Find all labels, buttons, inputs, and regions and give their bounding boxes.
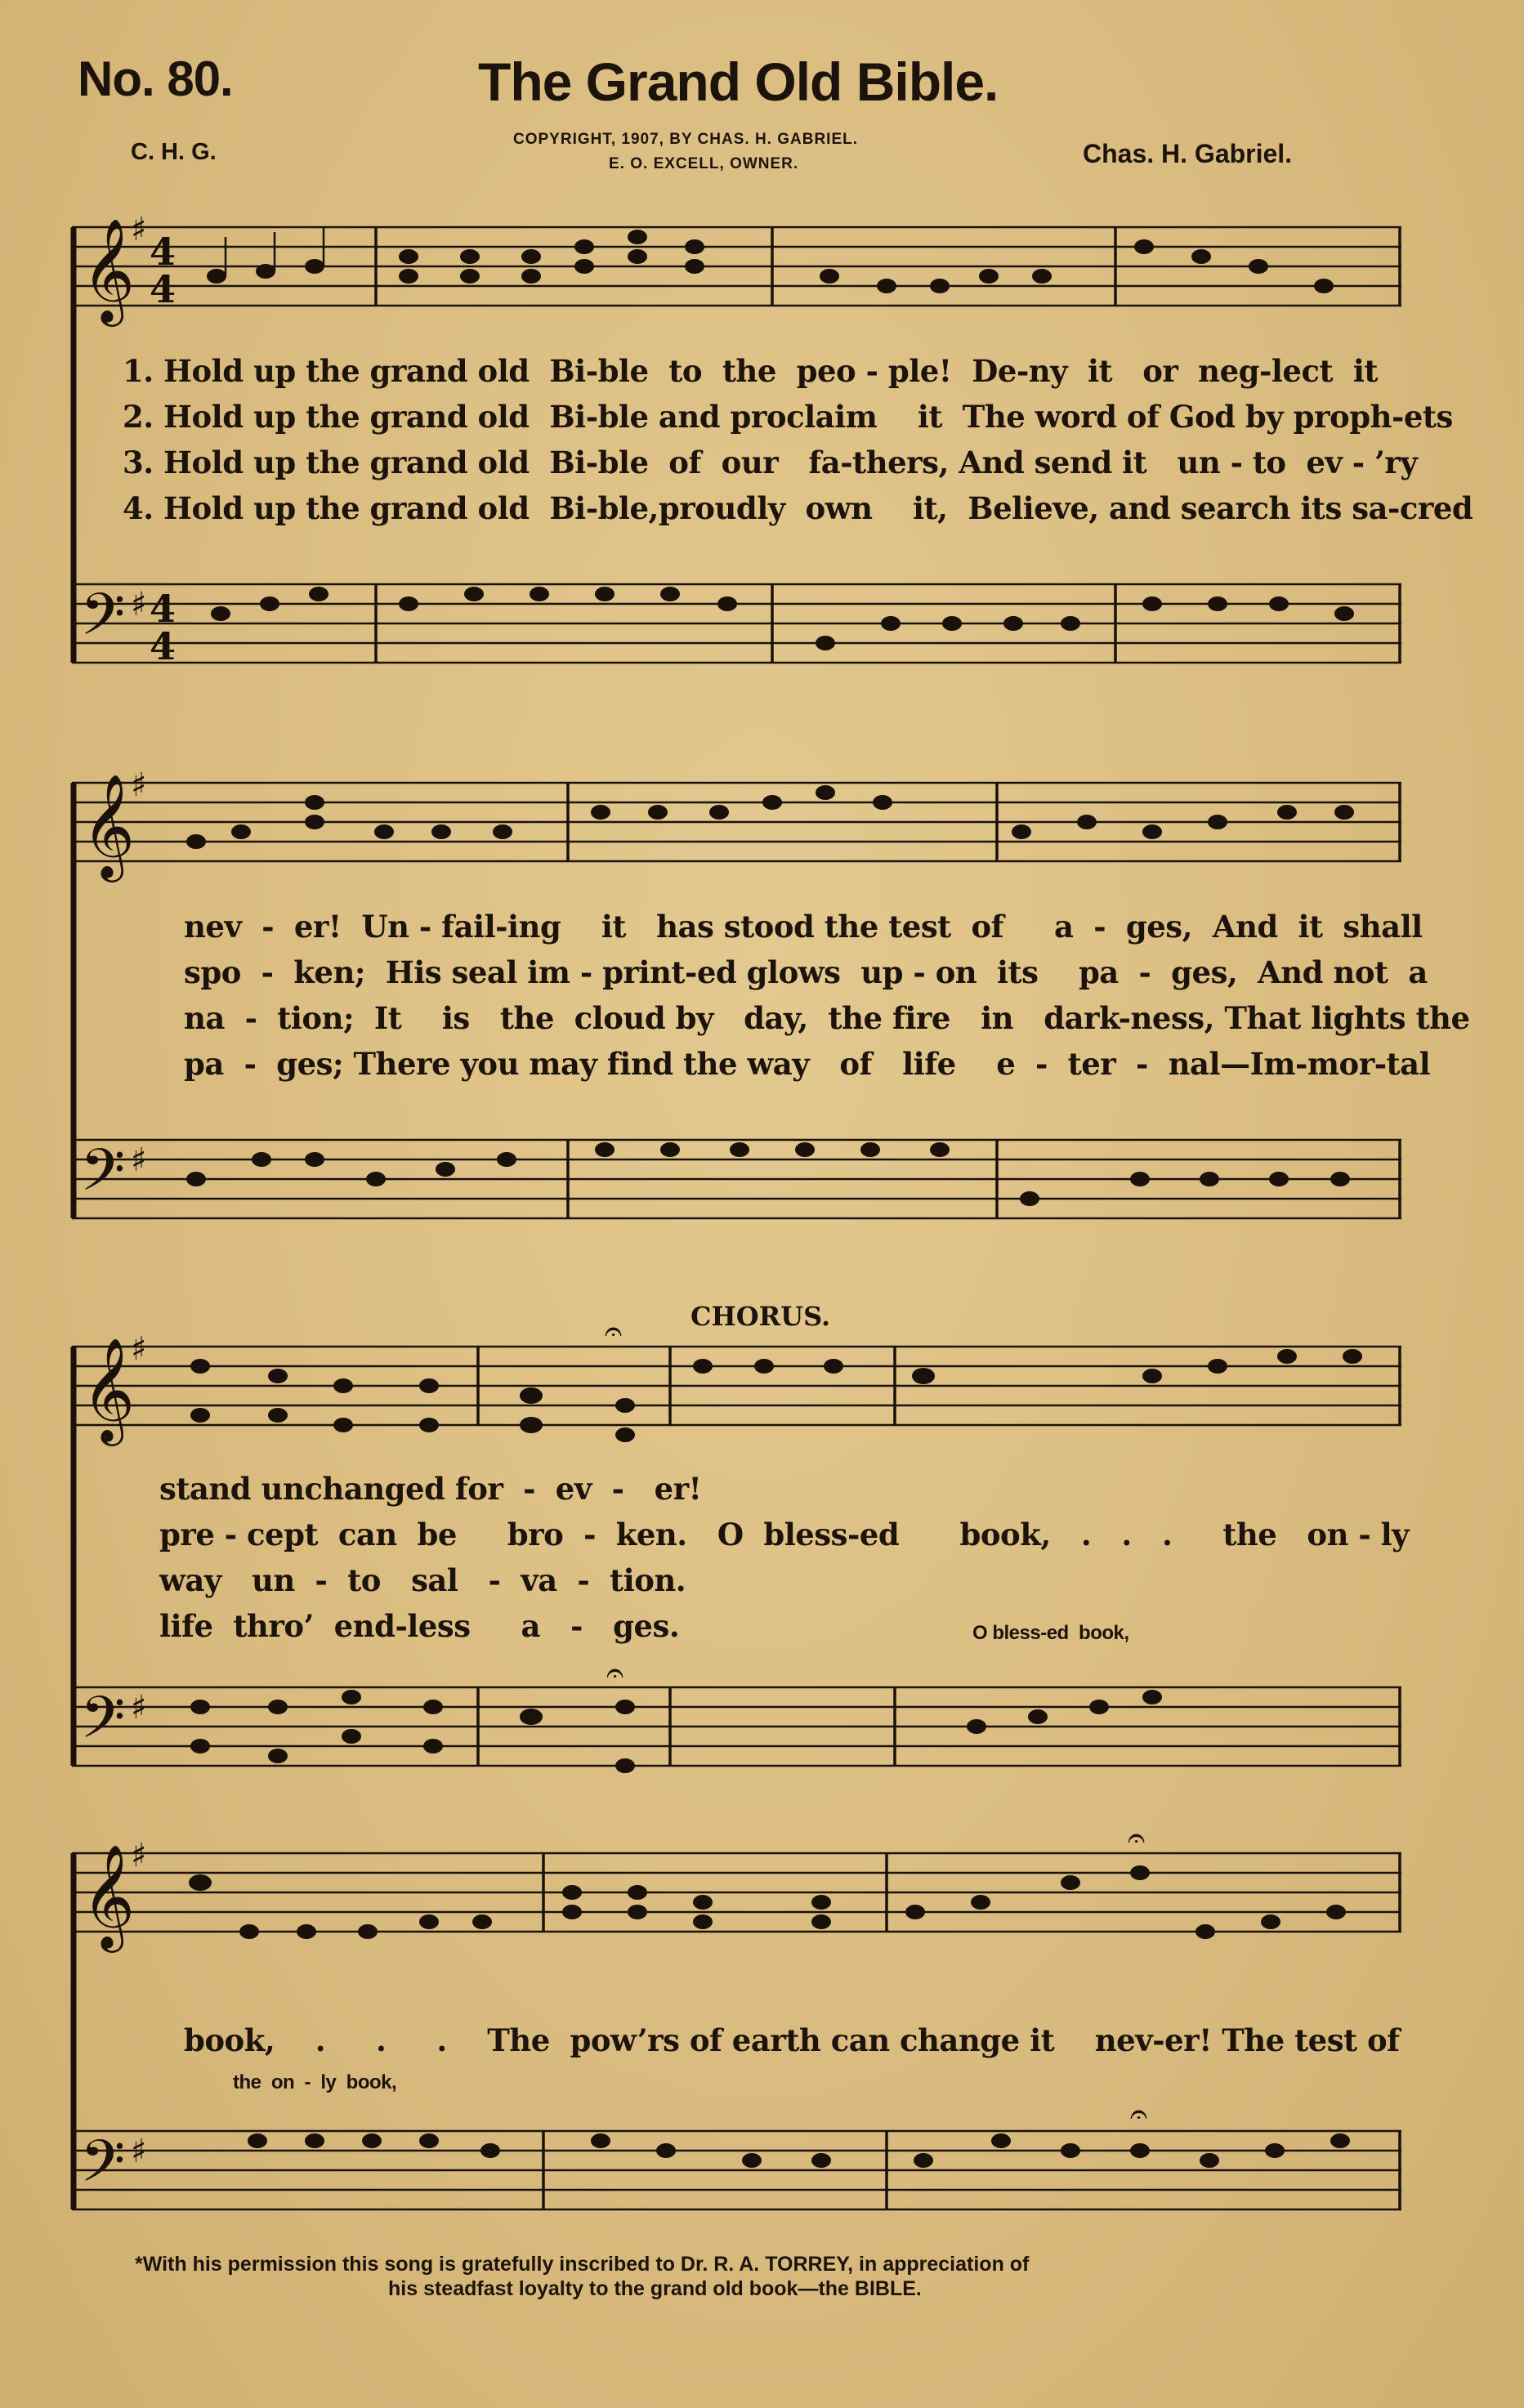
bass-clef-icon: 𝄢 bbox=[80, 1684, 126, 1766]
fermata-icon: 𝄐 bbox=[1128, 1830, 1146, 1856]
fermata-icon: 𝄐 bbox=[1130, 2096, 1148, 2132]
sharp-icon: ♯ bbox=[131, 1837, 147, 1874]
treble-notes bbox=[189, 1865, 1346, 1939]
footnote-line-2: his steadfast loyalty to the grand old book—the BIBLE. bbox=[388, 2277, 922, 2300]
bass-notes bbox=[186, 1142, 1350, 1206]
lyric-line: pa - ges; There you may find the way of life e - ter - nal—Im-mor-tal bbox=[184, 1046, 1431, 1082]
chorus-label: CHORUS. bbox=[690, 1301, 831, 1332]
lyric-line: spo - ken; His seal im - print-ed glows up - on its pa - ges, And not a bbox=[184, 954, 1428, 990]
hymn-title: The Grand Old Bible. bbox=[478, 51, 999, 112]
lyric-line: 3. Hold up the grand old Bi-ble of our fa-thers, And send it un - to ev - ’ry bbox=[123, 445, 1418, 480]
bass-staff bbox=[72, 584, 1401, 663]
lyric-line: 4. Hold up the grand old Bi-ble,proudly own it, Believe, and search its sa-cred bbox=[123, 490, 1473, 526]
fermata-icon: 𝄐 bbox=[605, 1324, 623, 1349]
sharp-icon: ♯ bbox=[131, 1689, 147, 1727]
treble-clef-icon: 𝄞 bbox=[82, 1843, 136, 1948]
lyric-line: pre - cept can be bro - ken. O bless-ed book, . . . the on - ly bbox=[159, 1517, 1410, 1552]
copyright-line-2: E. O. EXCELL, OWNER. bbox=[609, 155, 799, 172]
treble-clef-icon: 𝄞 bbox=[82, 1337, 136, 1441]
bass-clef-icon: 𝄢 bbox=[80, 581, 126, 663]
bass-notes bbox=[211, 587, 1354, 650]
treble-staff bbox=[72, 783, 1401, 861]
treble-notes bbox=[190, 1349, 1362, 1442]
treble-clef-icon: 𝄞 bbox=[82, 217, 136, 322]
time-signature-bottom: 4 bbox=[150, 267, 177, 311]
lyric-line: stand unchanged for - ev - er! bbox=[159, 1471, 702, 1507]
sharp-icon: ♯ bbox=[131, 2133, 147, 2170]
treble-staff bbox=[72, 1853, 1401, 1932]
composer: Chas. H. Gabriel. bbox=[1083, 139, 1293, 168]
music-system-3 bbox=[0, 1324, 1524, 1789]
treble-notes bbox=[186, 785, 1354, 849]
lyric-line: life thro’ end-less a - ges. bbox=[159, 1608, 680, 1644]
sharp-icon: ♯ bbox=[131, 1330, 147, 1368]
time-signature-top: 4 bbox=[150, 587, 177, 631]
sharp-icon: ♯ bbox=[131, 586, 147, 623]
fermata-icon: 𝄐 bbox=[606, 1655, 624, 1691]
hymn-number: No. 80. bbox=[78, 51, 233, 106]
lyric-line: book, . . . The pow’rs of earth can change it nev-er! The test of bbox=[184, 2022, 1400, 2058]
footnote-line-1: *With his permission this song is gratefully inscribed to Dr. R. A. TORREY, in appreciation of bbox=[135, 2253, 1030, 2276]
bass-clef-icon: 𝄢 bbox=[80, 2128, 126, 2209]
lyric-line: nev - er! Un - fail-ing it has stood the test of a - ges, And it shall bbox=[184, 909, 1423, 945]
sharp-icon: ♯ bbox=[131, 766, 147, 804]
bass-notes bbox=[190, 1690, 1162, 1773]
bass-lyric: the on - ly book, bbox=[233, 2071, 397, 2093]
bass-lyric: O bless-ed book, bbox=[972, 1622, 1129, 1644]
time-signature-top: 4 bbox=[150, 230, 177, 274]
lyric-line: 1. Hold up the grand old Bi-ble to the peo - ple! De-ny it or neg-lect it bbox=[123, 353, 1378, 389]
lyric-line: way un - to sal - va - tion. bbox=[159, 1562, 686, 1598]
time-signature-bottom: 4 bbox=[150, 624, 177, 668]
sharp-icon: ♯ bbox=[131, 1141, 147, 1179]
lyric-line: 2. Hold up the grand old Bi-ble and proclaim it The word of God by proph-ets bbox=[123, 399, 1453, 435]
sharp-icon: ♯ bbox=[131, 211, 147, 248]
copyright-line-1: COPYRIGHT, 1907, BY CHAS. H. GABRIEL. bbox=[513, 131, 859, 148]
bass-staff bbox=[72, 2131, 1401, 2209]
lyric-line: na - tion; It is the cloud by day, the fire in dark-ness, That lights the bbox=[184, 1000, 1470, 1036]
author-initials: C. H. G. bbox=[131, 139, 217, 165]
bass-clef-icon: 𝄢 bbox=[80, 1137, 126, 1218]
treble-clef-icon: 𝄞 bbox=[82, 773, 136, 878]
